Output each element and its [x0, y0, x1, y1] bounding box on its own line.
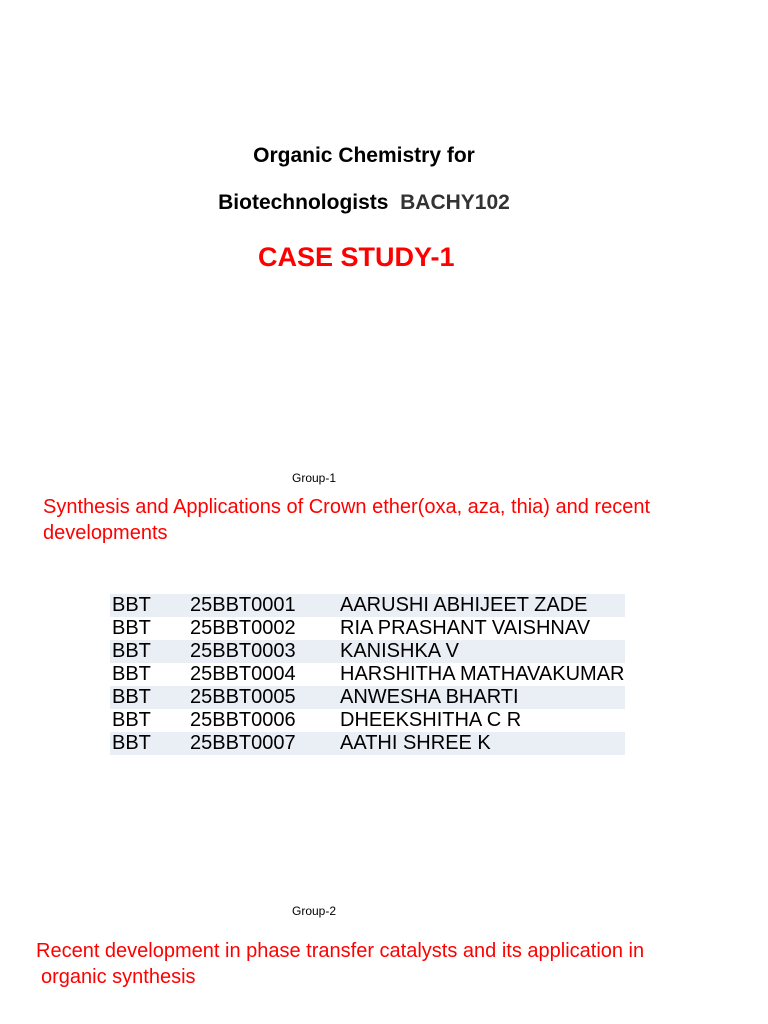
table-row — [110, 663, 625, 686]
program-cell: BBT — [110, 617, 190, 640]
student-name-cell: KANISHKA V — [340, 640, 625, 663]
program-cell: BBT — [110, 594, 190, 617]
student-name-cell: ANWESHA BHARTI — [340, 686, 625, 709]
student-name-cell: AATHI SHREE K — [340, 732, 625, 755]
table-row — [110, 732, 625, 755]
student-name-cell: AARUSHI ABHIJEET ZADE — [340, 594, 625, 617]
course-code: BACHY102 — [400, 191, 510, 214]
reg-number-cell: 25BBT0007 — [190, 732, 340, 755]
course-title-line1: Organic Chemistry for — [253, 144, 475, 167]
group-1-topic — [43, 494, 650, 546]
course-title-subject: Biotechnologists — [218, 191, 389, 214]
program-cell: BBT — [110, 709, 190, 732]
group-2-topic-line1: Recent development in phase transfer catalysts and its application in — [36, 940, 645, 962]
table-row — [110, 640, 625, 663]
reg-number-cell: 25BBT0003 — [190, 640, 340, 663]
student-name-cell: RIA PRASHANT VAISHNAV — [340, 617, 625, 640]
reg-number-cell: 25BBT0002 — [190, 617, 340, 640]
course-title-line2 — [0, 191, 728, 215]
group-1-topic-line2: developments — [43, 522, 168, 544]
reg-number-cell: 25BBT0001 — [190, 594, 340, 617]
case-study-title: CASE STUDY-1 — [258, 242, 455, 272]
program-cell: BBT — [110, 640, 190, 663]
group-1-label: Group-1 — [292, 471, 337, 485]
program-cell: BBT — [110, 663, 190, 686]
group-1-topic-line1: Synthesis and Applications of Crown ether(oxa, aza, thia) and recent — [43, 496, 651, 518]
reg-number-cell: 25BBT0006 — [190, 709, 340, 732]
group-2-topic — [36, 938, 644, 990]
student-name-cell: DHEEKSHITHA C R — [340, 709, 625, 732]
group-1-roster-table — [110, 594, 625, 755]
group-2-topic-line2: organic synthesis — [41, 966, 196, 988]
program-cell: BBT — [110, 686, 190, 709]
table-row — [110, 617, 625, 640]
reg-number-cell: 25BBT0005 — [190, 686, 340, 709]
reg-number-cell: 25BBT0004 — [190, 663, 340, 686]
table-row — [110, 686, 625, 709]
table-row — [110, 594, 625, 617]
table-row — [110, 709, 625, 732]
student-name-cell: HARSHITHA MATHAVAKUMAR — [340, 663, 625, 685]
program-cell: BBT — [110, 732, 190, 755]
group-2-label: Group-2 — [292, 904, 337, 918]
